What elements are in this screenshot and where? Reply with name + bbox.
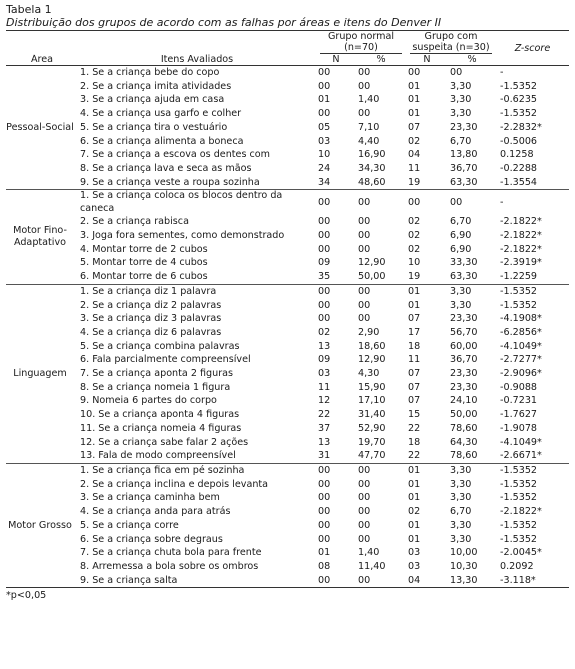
item-label: 3. Se a criança ajuda em casa <box>80 94 225 106</box>
item-label: 1. Se a criança bebe do copo <box>80 67 220 78</box>
zscore-value: -1.5352 <box>500 80 538 92</box>
n-normal: 09 <box>318 257 331 269</box>
item-label: 9. Se a criança salta <box>80 574 178 586</box>
pct-normal: 17,10 <box>358 395 386 407</box>
pct-suspect: 63,30 <box>450 176 478 188</box>
item-label: 2. Se a criança inclina e depois levanta <box>80 478 269 490</box>
n-normal: 01 <box>318 547 331 559</box>
table-row <box>6 80 569 94</box>
zscore-value: -1.5352 <box>500 478 538 490</box>
pct-suspect: 3,30 <box>448 463 496 477</box>
pct-normal: 00 <box>358 299 371 311</box>
table-row <box>6 284 569 298</box>
item-label: 1. Se a criança fica em pé sozinha <box>78 463 316 477</box>
pct-suspect: 10,30 <box>450 560 478 572</box>
table-row <box>6 353 569 367</box>
zscore-value: -1.2259 <box>500 271 538 283</box>
table-body <box>6 66 569 588</box>
pct-suspect: 3,30 <box>450 80 472 92</box>
pct-suspect: 50,00 <box>450 409 478 421</box>
pct-normal: 12,90 <box>358 257 386 269</box>
table-label: Tabela 1 <box>6 3 52 16</box>
zscore-value: -1.5352 <box>500 519 538 531</box>
zscore-value: -2.9096* <box>500 368 542 380</box>
pct-normal: 19,70 <box>358 436 386 448</box>
table-row <box>6 422 569 436</box>
area-label: Linguagem <box>6 284 78 463</box>
pct-suspect: 3,30 <box>450 299 472 311</box>
pct-suspect: 23,30 <box>450 313 478 325</box>
n-suspect: 15 <box>408 409 421 421</box>
zscore-value: - <box>496 190 569 216</box>
pct-suspect: 3,30 <box>450 478 472 490</box>
n-suspect: 04 <box>408 149 421 161</box>
n-suspect: 01 <box>408 478 421 490</box>
item-label: 7. Se a criança aponta 2 figuras <box>80 368 234 380</box>
n-suspect: 01 <box>408 492 421 504</box>
n-normal: 13 <box>318 340 331 352</box>
n-normal: 03 <box>318 368 331 380</box>
n-normal: 00 <box>318 230 331 242</box>
item-label: 1. Se a criança coloca os blocos dentro da caneca <box>78 190 316 216</box>
table-row <box>6 408 569 422</box>
n-suspect: 02 <box>408 135 421 147</box>
pct-normal: 00 <box>358 313 371 325</box>
table-row <box>6 299 569 313</box>
n-normal: 00 <box>318 519 331 531</box>
table-row <box>6 574 569 588</box>
n-normal: 09 <box>318 354 331 366</box>
table-row <box>6 312 569 326</box>
table-row <box>6 326 569 340</box>
pct-suspect: 3,30 <box>450 108 472 120</box>
n-normal: 00 <box>318 533 331 545</box>
pct-suspect: 13,30 <box>450 574 478 586</box>
n-suspect: 07 <box>408 121 421 133</box>
pct-normal: 15,90 <box>358 381 386 393</box>
header-pct-suspect: % <box>467 54 477 65</box>
item-label: 11. Se a criança nomeia 4 figuras <box>80 422 242 434</box>
zscore-value: -2.7277* <box>500 354 542 366</box>
table-row <box>6 478 569 492</box>
pct-normal: 00 <box>358 478 371 490</box>
table-row <box>6 215 569 229</box>
item-label: 13. Fala de modo compreensível <box>80 450 236 462</box>
item-label: 3. Se a criança caminha bem <box>80 492 220 504</box>
table-row <box>6 491 569 505</box>
pct-normal: 16,90 <box>358 149 386 161</box>
table-row <box>6 229 569 243</box>
pct-normal: 00 <box>358 574 371 586</box>
item-label: 2. Se a criança imita atividades <box>80 80 232 92</box>
n-normal: 01 <box>318 94 331 106</box>
zscore-value: -0.6235 <box>500 94 538 106</box>
n-normal: 00 <box>316 463 356 477</box>
n-normal: 00 <box>318 492 331 504</box>
n-suspect: 00 <box>408 67 421 78</box>
area-label: Motor Grosso <box>6 463 78 587</box>
pct-normal: 00 <box>358 243 371 255</box>
pct-suspect: 78,60 <box>450 422 478 434</box>
n-suspect: 00 <box>406 190 448 216</box>
table-row <box>6 176 569 190</box>
n-normal: 24 <box>318 162 331 174</box>
n-suspect: 02 <box>408 243 421 255</box>
table-row <box>6 381 569 395</box>
pct-normal: 00 <box>356 463 406 477</box>
n-normal: 00 <box>318 478 331 490</box>
n-suspect: 01 <box>408 533 421 545</box>
n-normal: 02 <box>318 326 331 338</box>
pct-normal: 2,90 <box>358 326 380 338</box>
item-label: 8. Arremessa a bola sobre os ombros <box>80 560 259 572</box>
item-label: 12. Se a criança sabe falar 2 ações <box>80 436 249 448</box>
n-suspect: 04 <box>408 574 421 586</box>
pct-suspect: 23,30 <box>450 368 478 380</box>
table-row <box>6 190 569 216</box>
n-suspect: 02 <box>408 216 421 228</box>
pct-suspect: 23,30 <box>450 121 478 133</box>
table-row <box>6 148 569 162</box>
n-suspect: 01 <box>408 80 421 92</box>
zscore-value: -1.5352 <box>496 463 569 477</box>
pct-normal: 48,60 <box>358 176 386 188</box>
header-group-suspect-n: suspeita (n=30) <box>410 42 492 54</box>
n-normal: 00 <box>318 108 331 120</box>
pct-normal: 00 <box>358 67 371 78</box>
pct-normal: 00 <box>358 506 371 518</box>
zscore-value: -2.1822* <box>500 506 542 518</box>
pct-suspect: 6,70 <box>450 135 472 147</box>
item-label: 6. Fala parcialmente compreensível <box>80 354 251 366</box>
pct-suspect: 36,70 <box>450 354 478 366</box>
pct-normal: 50,00 <box>358 271 386 283</box>
pct-suspect: 33,30 <box>450 257 478 269</box>
n-normal: 00 <box>316 284 356 298</box>
zscore-value: 0.1258 <box>500 149 534 161</box>
zscore-value: -1.9078 <box>500 422 538 434</box>
header-n-normal: N <box>332 54 340 65</box>
n-normal: 00 <box>318 243 331 255</box>
pct-normal: 52,90 <box>358 422 386 434</box>
item-label: 9. Se a criança veste a roupa sozinha <box>80 176 260 188</box>
table-row <box>6 270 569 284</box>
pct-normal: 1,40 <box>358 547 380 559</box>
n-normal: 00 <box>318 506 331 518</box>
table-row <box>6 463 569 477</box>
item-label: 5. Se a criança combina palavras <box>80 340 240 352</box>
zscore-value: -1.5352 <box>500 533 538 545</box>
zscore-value: 0.2092 <box>500 560 534 572</box>
pct-normal: 18,60 <box>358 340 386 352</box>
zscore-value: -2.6671* <box>500 450 542 462</box>
item-label: 8. Se a criança nomeia 1 figura <box>80 381 231 393</box>
pct-normal: 00 <box>356 190 406 216</box>
table-row <box>6 560 569 574</box>
item-label: 7. Se a criança chuta bola para frente <box>80 547 262 559</box>
zscore-value: -1.5352 <box>500 299 538 311</box>
item-label: 9. Nomeia 6 partes do corpo <box>80 395 217 407</box>
n-suspect: 01 <box>408 108 421 120</box>
header-group-normal: Grupo normal <box>327 31 395 42</box>
results-table <box>6 30 569 588</box>
header-group-suspect: Grupo com <box>424 31 478 42</box>
n-normal: 00 <box>318 299 331 311</box>
header-items: Itens Avaliados <box>160 54 234 65</box>
item-label: 3. Joga fora sementes, como demonstrado <box>80 230 285 242</box>
n-normal: 03 <box>318 135 331 147</box>
n-normal: 00 <box>318 313 331 325</box>
zscore-value: -2.1822* <box>500 230 542 242</box>
pct-normal: 4,30 <box>358 368 380 380</box>
n-suspect: 10 <box>408 257 421 269</box>
pct-suspect: 78,60 <box>450 450 478 462</box>
table-row <box>6 162 569 176</box>
table-row <box>6 340 569 354</box>
pct-normal: 00 <box>358 519 371 531</box>
zscore-value: -0.7231 <box>500 395 538 407</box>
n-suspect: 01 <box>408 519 421 531</box>
n-normal: 00 <box>318 80 331 92</box>
header-zscore: Z-score <box>514 42 551 54</box>
pct-normal: 12,90 <box>358 354 386 366</box>
item-label: 6. Montar torre de 6 cubos <box>80 271 208 283</box>
zscore-value: -4.1049* <box>500 436 542 448</box>
pct-normal: 00 <box>358 492 371 504</box>
item-label: 2. Se a criança diz 2 palavras <box>80 299 222 311</box>
table-row <box>6 256 569 270</box>
zscore-value: -4.1908* <box>500 313 542 325</box>
n-suspect: 07 <box>408 395 421 407</box>
table-caption: Distribuição dos grupos de acordo com as falhas por áreas e itens do Denver II <box>6 16 442 29</box>
header-n-suspect: N <box>423 54 431 65</box>
pct-suspect: 56,70 <box>450 326 478 338</box>
pct-suspect: 64,30 <box>450 436 478 448</box>
item-label: 6. Se a criança alimenta a boneca <box>80 135 244 147</box>
n-normal: 00 <box>318 216 331 228</box>
header-area: Área <box>30 54 54 65</box>
table-row <box>6 436 569 450</box>
pct-suspect: 6,90 <box>450 243 472 255</box>
n-normal: 37 <box>318 422 331 434</box>
pct-suspect: 13,80 <box>450 149 478 161</box>
zscore-value: -1.7627 <box>500 409 538 421</box>
pct-suspect: 6,90 <box>450 230 472 242</box>
n-normal: 12 <box>318 395 331 407</box>
item-label: 5. Se a criança tira o vestuário <box>80 121 228 133</box>
pct-suspect: 3,30 <box>450 533 472 545</box>
table-row <box>6 93 569 107</box>
item-label: 5. Se a criança corre <box>80 519 179 531</box>
area-label: Pessoal-Social <box>6 121 74 133</box>
item-label: 4. Se a criança usa garfo e colher <box>80 108 242 120</box>
pct-suspect: 00 <box>450 67 463 78</box>
zscore-value: -2.1822* <box>500 243 542 255</box>
n-suspect: 19 <box>408 176 421 188</box>
table-row <box>6 66 569 80</box>
item-label: 2. Se a criança rabisca <box>80 216 189 228</box>
table-row <box>6 519 569 533</box>
pct-normal: 11,40 <box>358 560 386 572</box>
table-row <box>6 449 569 463</box>
zscore-value: -2.2832* <box>500 121 542 133</box>
n-suspect: 18 <box>408 436 421 448</box>
item-label: 1. Se a criança diz 1 palavra <box>78 284 316 298</box>
table-row <box>6 107 569 121</box>
item-label: 5. Montar torre de 4 cubos <box>80 257 208 269</box>
table-row <box>6 367 569 381</box>
n-suspect: 01 <box>408 94 421 106</box>
n-suspect: 11 <box>408 354 421 366</box>
pct-suspect: 24,10 <box>450 395 478 407</box>
zscore-value: -4.1049* <box>500 340 542 352</box>
n-normal: 22 <box>318 409 331 421</box>
zscore-value: -6.2856* <box>500 326 542 338</box>
zscore-value: -1.3554 <box>500 176 538 188</box>
item-label: 7. Se a criança a escova os dentes com <box>80 149 270 161</box>
zscore-value: -0.9088 <box>500 381 538 393</box>
area-label: Motor Fino-Adaptativo <box>6 190 78 285</box>
pct-normal: 31,40 <box>358 409 386 421</box>
n-suspect: 11 <box>408 162 421 174</box>
n-suspect: 07 <box>408 381 421 393</box>
item-label: 4. Se a criança diz 6 palavras <box>80 326 222 338</box>
n-normal: 10 <box>318 149 331 161</box>
n-normal: 08 <box>318 560 331 572</box>
pct-suspect: 23,30 <box>450 381 478 393</box>
pct-suspect: 3,30 <box>448 284 496 298</box>
item-label: 10. Se a criança aponta 4 figuras <box>80 409 240 421</box>
zscore-value: -1.5352 <box>496 284 569 298</box>
header-group-normal-n: (n=70) <box>320 42 402 54</box>
pct-suspect: 3,30 <box>450 492 472 504</box>
zscore-value: -0.2288 <box>500 162 538 174</box>
n-suspect: 01 <box>408 299 421 311</box>
n-normal: 35 <box>318 271 331 283</box>
table-row <box>6 505 569 519</box>
zscore-value: - <box>500 67 504 78</box>
n-suspect: 07 <box>408 313 421 325</box>
n-normal: 00 <box>316 190 356 216</box>
pct-normal: 00 <box>356 284 406 298</box>
pct-normal: 34,30 <box>358 162 386 174</box>
pct-normal: 7,10 <box>358 121 380 133</box>
table-row <box>6 533 569 547</box>
n-suspect: 02 <box>408 506 421 518</box>
pct-suspect: 3,30 <box>450 519 472 531</box>
n-normal: 00 <box>318 574 331 586</box>
zscore-value: -1.5352 <box>500 492 538 504</box>
table-row <box>6 121 569 135</box>
item-label: 4. Se a criança anda para atrás <box>80 506 231 518</box>
pct-normal: 00 <box>358 533 371 545</box>
zscore-value: -2.1822* <box>500 216 542 228</box>
n-normal: 31 <box>318 450 331 462</box>
zscore-value: -2.3919* <box>500 257 542 269</box>
pct-suspect: 6,70 <box>450 506 472 518</box>
zscore-value: -2.0045* <box>500 547 542 559</box>
n-suspect: 22 <box>408 422 421 434</box>
n-suspect: 07 <box>408 368 421 380</box>
n-normal: 13 <box>318 436 331 448</box>
pct-suspect: 63,30 <box>450 271 478 283</box>
pct-suspect: 3,30 <box>450 94 472 106</box>
n-suspect: 02 <box>408 230 421 242</box>
pct-normal: 00 <box>358 80 371 92</box>
n-suspect: 01 <box>406 284 448 298</box>
pct-suspect: 6,70 <box>450 216 472 228</box>
n-suspect: 22 <box>408 450 421 462</box>
pct-normal: 1,40 <box>358 94 380 106</box>
zscore-value: -1.5352 <box>500 108 538 120</box>
n-suspect: 17 <box>408 326 421 338</box>
n-normal: 34 <box>318 176 331 188</box>
item-label: 3. Se a criança diz 3 palavras <box>80 313 222 325</box>
item-label: 4. Montar torre de 2 cubos <box>80 243 208 255</box>
n-suspect: 01 <box>406 463 448 477</box>
item-label: 8. Se a criança lava e seca as mãos <box>80 162 252 174</box>
n-suspect: 19 <box>408 271 421 283</box>
n-normal: 00 <box>318 67 331 78</box>
n-suspect: 18 <box>408 340 421 352</box>
table-row <box>6 135 569 149</box>
pct-suspect: 10,00 <box>450 547 478 559</box>
pct-suspect: 36,70 <box>450 162 478 174</box>
pct-normal: 4,40 <box>358 135 380 147</box>
pct-suspect: 00 <box>448 190 496 216</box>
n-suspect: 03 <box>408 547 421 559</box>
table-row <box>6 243 569 257</box>
pct-normal: 00 <box>358 216 371 228</box>
zscore-value: -0.5006 <box>500 135 538 147</box>
pct-normal: 47,70 <box>358 450 386 462</box>
n-normal: 11 <box>318 381 331 393</box>
pct-suspect: 60,00 <box>450 340 478 352</box>
footnote: *p<0,05 <box>6 590 47 602</box>
header-pct-normal: % <box>376 54 386 65</box>
pct-normal: 00 <box>358 108 371 120</box>
zscore-value: -3.118* <box>500 574 536 586</box>
n-normal: 05 <box>318 121 331 133</box>
table-row <box>6 546 569 560</box>
n-suspect: 03 <box>408 560 421 572</box>
item-label: 6. Se a criança sobre degraus <box>80 533 223 545</box>
pct-normal: 00 <box>358 230 371 242</box>
table-row <box>6 394 569 408</box>
